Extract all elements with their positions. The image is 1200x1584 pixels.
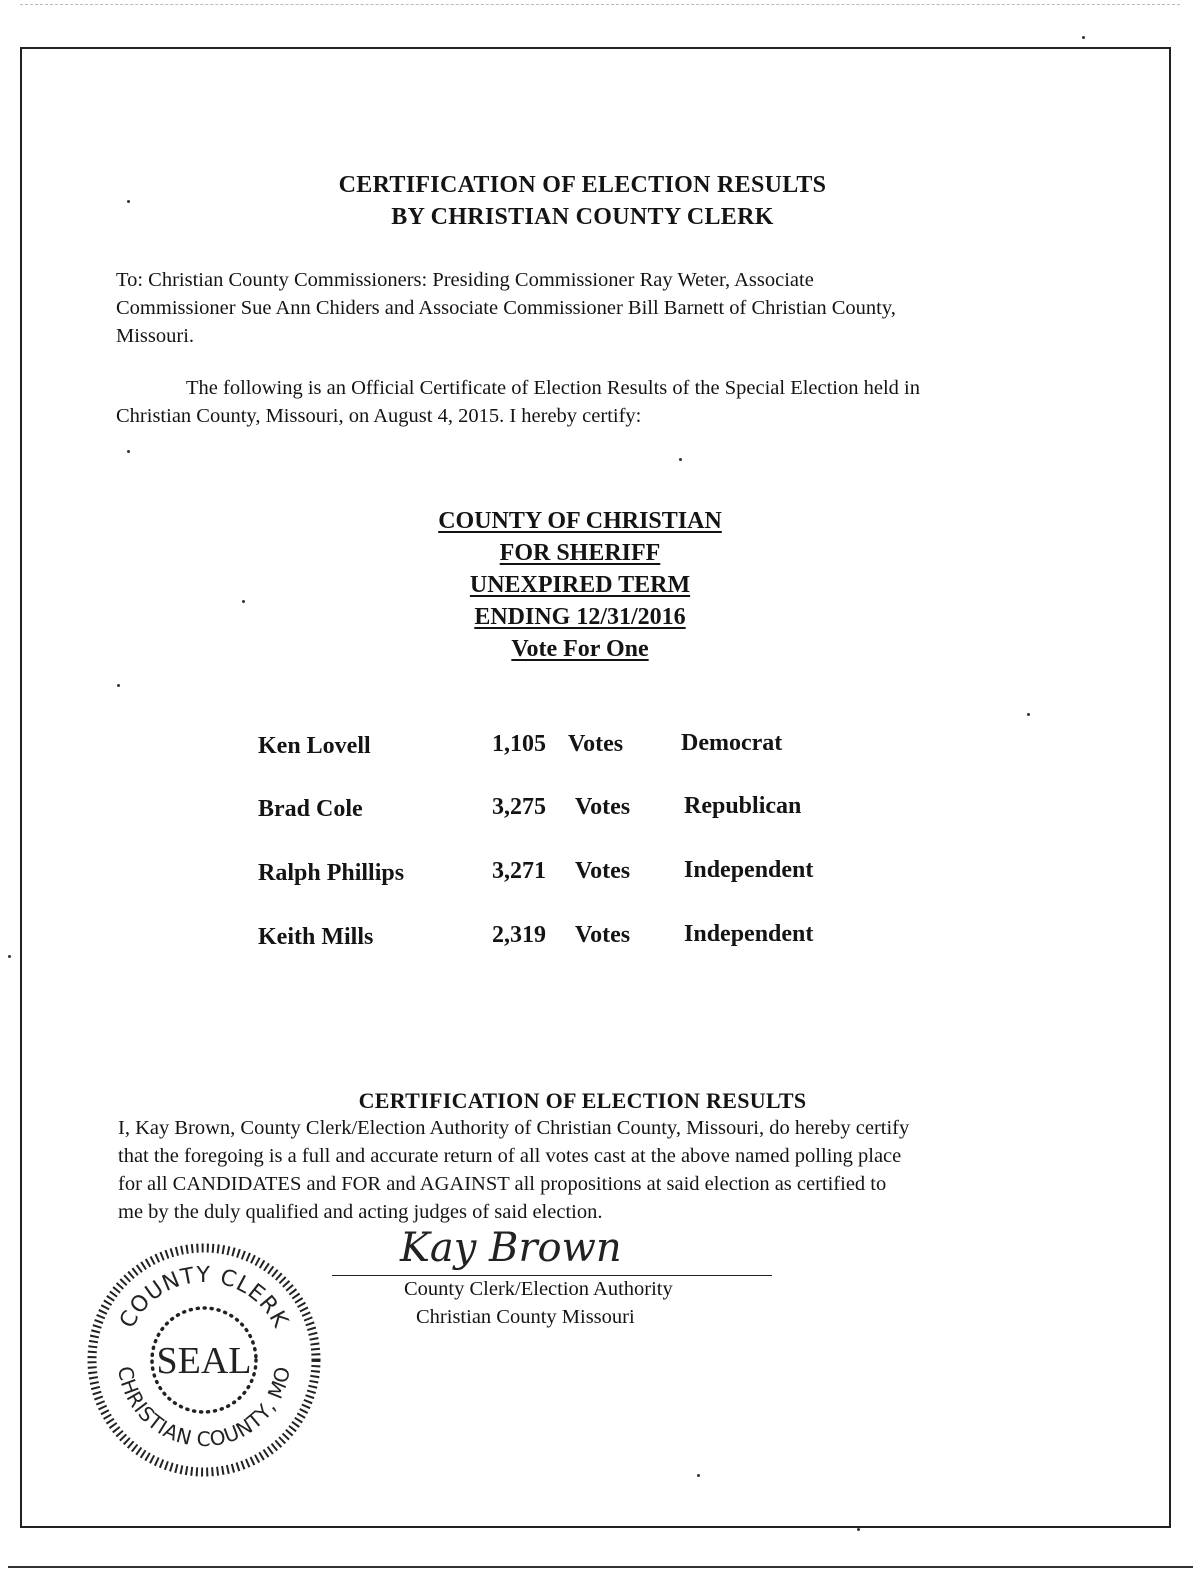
votes-unit: Votes xyxy=(568,731,624,757)
certification-line4: me by the duly qualified and acting judges of said election. xyxy=(118,1201,603,1223)
candidate-votes: 1,105 xyxy=(492,731,546,757)
certification-line2: that the foregoing is a full and accurate return of all votes cast at the above named polling place xyxy=(118,1145,902,1167)
scan-speck xyxy=(117,684,120,687)
scan-speck xyxy=(242,600,245,603)
signature-title-line1: County Clerk/Election Authority xyxy=(404,1278,673,1300)
race-office: FOR SHERIFF xyxy=(499,540,661,566)
scan-speck xyxy=(8,955,11,958)
race-vote-for: Vote For One xyxy=(511,636,649,662)
top-edge-dashes xyxy=(20,4,1180,5)
scan-speck xyxy=(1027,713,1030,716)
candidate-name: Ken Lovell xyxy=(258,733,371,759)
scan-speck xyxy=(697,1474,700,1477)
candidate-votes: 3,275 xyxy=(492,794,546,820)
bottom-edge-rule xyxy=(8,1566,1193,1568)
certification-line1: I, Kay Brown, County Clerk/Election Authority of Christian County, Missouri, do hereby certify xyxy=(118,1117,910,1139)
addressee-line3: Missouri. xyxy=(116,325,195,347)
candidate-party: Independent xyxy=(684,921,814,947)
intro-line2: Christian County, Missouri, on August 4, 2015. I hereby certify: xyxy=(116,405,642,427)
candidate-party: Democrat xyxy=(681,730,783,756)
candidate-name: Ralph Phillips xyxy=(258,860,405,886)
scan-speck xyxy=(127,450,130,453)
candidate-name: Keith Mills xyxy=(258,924,374,950)
scan-speck xyxy=(1082,36,1085,39)
document-title-line1: CERTIFICATION OF ELECTION RESULTS xyxy=(338,172,827,198)
scan-speck xyxy=(127,200,130,203)
candidate-party: Republican xyxy=(684,793,802,819)
county-clerk-seal xyxy=(84,1240,324,1480)
votes-unit: Votes xyxy=(575,922,631,948)
signature-title-line2: Christian County Missouri xyxy=(416,1306,635,1328)
intro-line1: The following is an Official Certificate of Election Results of the Special Election held in xyxy=(186,377,920,399)
handwritten-signature: Kay Brown xyxy=(400,1225,622,1271)
seal-center-text: SEAL xyxy=(156,1340,252,1382)
certification-line3: for all CANDIDATES and FOR and AGAINST all propositions at said election as certified to xyxy=(118,1173,887,1195)
race-term-end: ENDING 12/31/2016 xyxy=(474,604,686,630)
seal-bottom-text: CHRISTIAN COUNTY, MO xyxy=(113,1364,295,1452)
votes-unit: Votes xyxy=(575,794,631,820)
addressee-line2: Commissioner Sue Ann Chiders and Associate Commissioner Bill Barnett of Christian County, xyxy=(116,297,896,319)
signature-line xyxy=(332,1275,772,1276)
seal-top-text: COUNTY CLERK xyxy=(115,1262,293,1333)
candidate-name: Brad Cole xyxy=(258,796,363,822)
votes-unit: Votes xyxy=(575,858,631,884)
document-title-line2: BY CHRISTIAN COUNTY CLERK xyxy=(391,204,774,230)
scan-speck xyxy=(857,1528,860,1531)
certification-heading: CERTIFICATION OF ELECTION RESULTS xyxy=(358,1088,807,1113)
race-county: COUNTY OF CHRISTIAN xyxy=(438,508,722,534)
candidate-votes: 3,271 xyxy=(492,858,546,884)
scan-speck xyxy=(679,458,682,461)
addressee-line1: To: Christian County Commissioners: Presiding Commissioner Ray Weter, Associate xyxy=(116,269,814,291)
race-term: UNEXPIRED TERM xyxy=(469,572,691,598)
candidate-votes: 2,319 xyxy=(492,922,546,948)
candidate-party: Independent xyxy=(684,857,814,883)
